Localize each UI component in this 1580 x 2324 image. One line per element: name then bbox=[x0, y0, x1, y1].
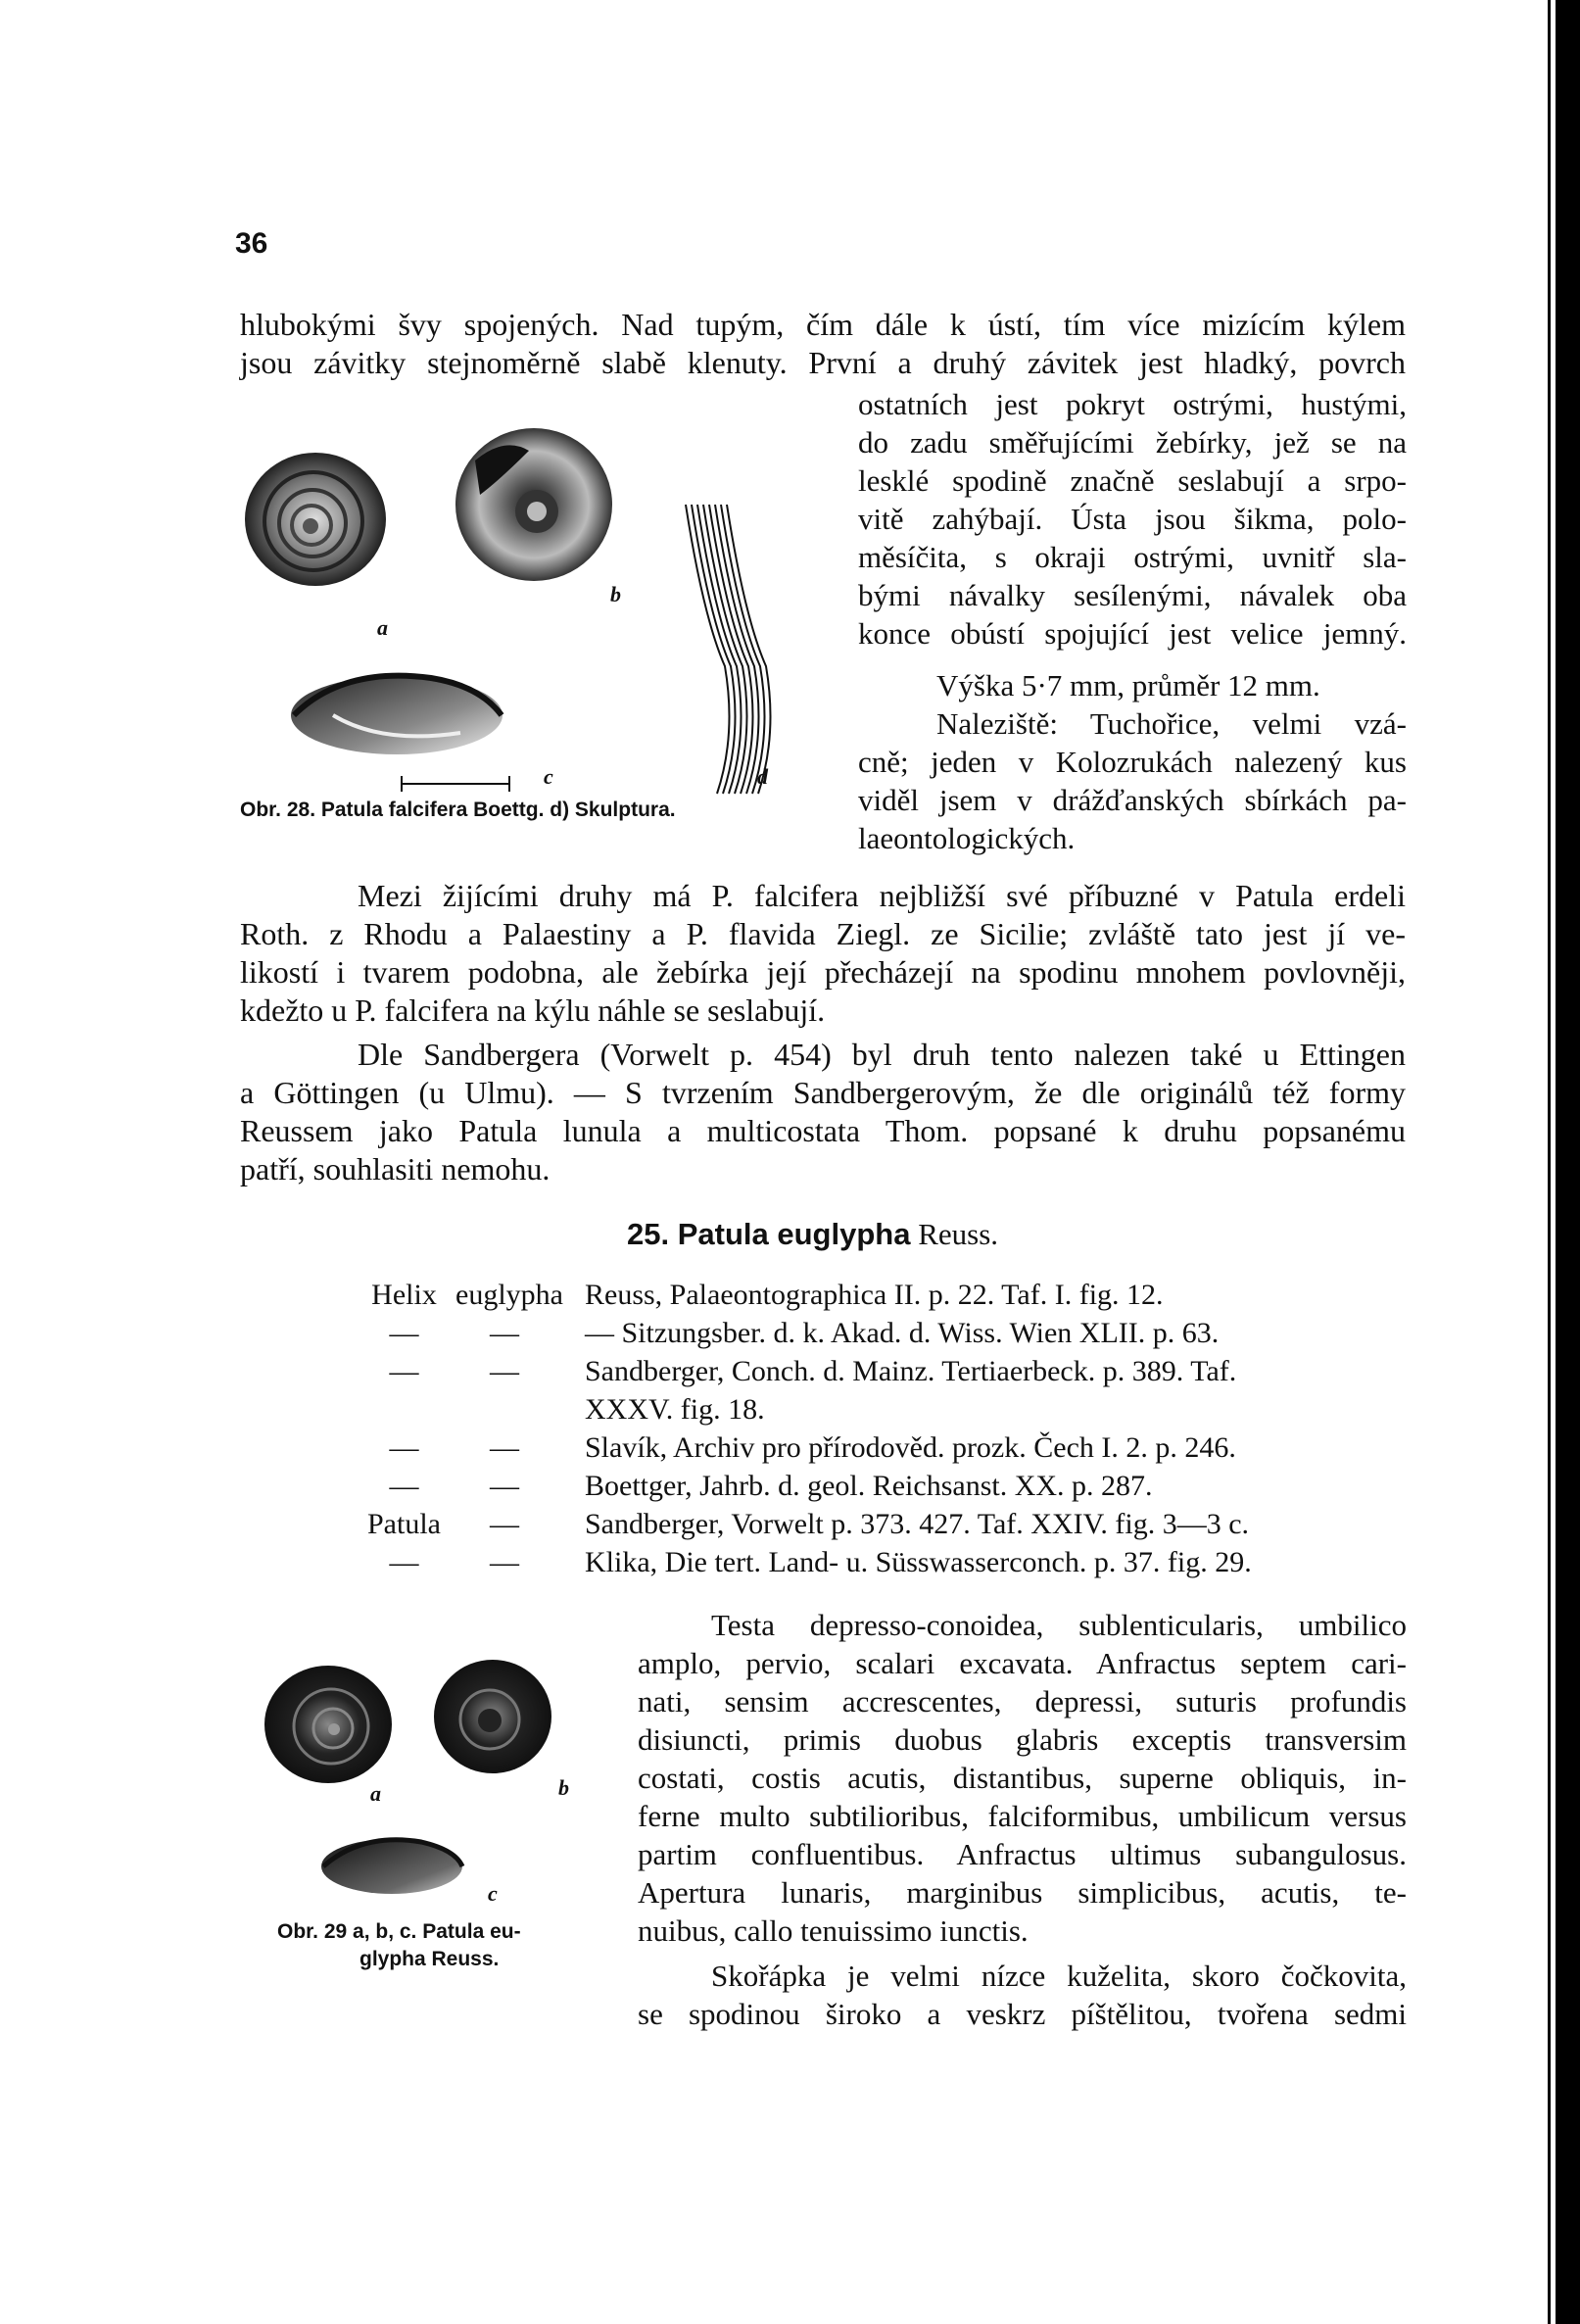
figure-29-caption-line1: Obr. 29 a, b, c. Patula eu- bbox=[277, 1920, 521, 1943]
text-line: Apertura lunaris, marginibus simplicibus, acutis, te- bbox=[638, 1875, 1407, 1910]
text-line: Testa depresso-conoidea, sublenticularis, umbilico bbox=[711, 1608, 1407, 1642]
shell-side-view bbox=[321, 1839, 462, 1894]
text-line: konce obústí spojující jest velice jemný. bbox=[858, 616, 1407, 651]
text-line: ostatních jest pokryt ostrými, hustými, bbox=[858, 387, 1407, 421]
figure-28-caption: Obr. 28. Patula falcifera Boettg. d) Skulptura. bbox=[240, 799, 676, 821]
comparison-paragraph bbox=[240, 877, 1406, 1030]
text-line: ferne multo subtilioribus, falciformibus, umbilicum versus bbox=[638, 1799, 1407, 1833]
shell-top-view bbox=[245, 453, 386, 586]
scale-bar bbox=[402, 776, 509, 792]
fig28-label-d: d bbox=[757, 764, 768, 789]
species-heading bbox=[627, 1217, 998, 1252]
text-line: lesklé spodině značně seslabují a srpo- bbox=[858, 463, 1407, 498]
text-line: disiuncti, primis duobus glabris exceptis transversim bbox=[638, 1722, 1407, 1757]
text-line: bými návalky sesílenými, návalek oba bbox=[858, 578, 1407, 612]
fig28-label-a: a bbox=[377, 615, 388, 640]
czech-description bbox=[638, 1957, 1407, 2033]
locality-paragraph bbox=[240, 1036, 1406, 1188]
text-line: Mezi žijícími druhy má P. falcifera nejbližší své příbuzné v Patula erdeli bbox=[358, 878, 1406, 913]
sculpture-detail bbox=[686, 505, 771, 794]
text-line: se spodinou široko a veskrz píštělitou, tvořena sedmi bbox=[638, 1997, 1407, 2031]
species-heading-title: 25. Patula euglypha bbox=[627, 1217, 911, 1251]
text-line: viděl jsem v drážďanských sbírkách pa- bbox=[858, 783, 1407, 817]
text-line: laeontologických. bbox=[858, 821, 1076, 855]
fig28-label-c: c bbox=[544, 764, 553, 789]
text-line: nati, sensim accrescentes, depressi, suturis profundis bbox=[638, 1684, 1407, 1719]
text-line: Reussem jako Patula lunula a multicostata Thom. popsané k druhu popsanému bbox=[240, 1113, 1406, 1148]
fig29-label-a: a bbox=[370, 1781, 381, 1806]
text-line: nuibus, callo tenuissimo iunctis. bbox=[638, 1913, 1029, 1948]
text-line: costati, costis acutis, distantibus, superne obliquis, in- bbox=[638, 1761, 1407, 1795]
text-line: likostí i tvarem podobna, ale žebírka její přecházejí na spodinu mnohem povlovněji, bbox=[240, 954, 1406, 990]
shell-side-view bbox=[291, 676, 503, 754]
fig29-label-c: c bbox=[488, 1881, 498, 1906]
size-line: Výška 5·7 mm, průměr 12 mm. bbox=[936, 668, 1320, 702]
text-line: měsíčita, s okraji ostrými, uvnitř sla- bbox=[858, 540, 1407, 574]
shell-top-view bbox=[264, 1666, 392, 1783]
figure-29-caption-line2: glypha Reuss. bbox=[359, 1948, 500, 1970]
text-line: partim confluentibus. Anfractus ultimus subangulosus. bbox=[638, 1837, 1407, 1871]
text-line: kdežto u P. falcifera na kýlu náhle se seslabují. bbox=[240, 993, 826, 1028]
text-line: Dle Sandbergera (Vorwelt p. 454) byl druh tento nalezen také u Ettingen bbox=[358, 1037, 1406, 1072]
synonymy-row: — — — Sitzungsber. d. k. Akad. d. Wiss. Wien XLII. p. 63. bbox=[389, 1317, 1220, 1349]
text-line: a Göttingen (u Ulmu). — S tvrzením Sandbergerovým, že dle originálů též formy bbox=[240, 1075, 1406, 1110]
synonymy-row: — — Klika, Die tert. Land- u. Süsswasserconch. p. 37. fig. 29. bbox=[389, 1546, 1252, 1578]
synonymy-row: Helix euglypha Reuss, Palaeontographica II. p. 22. Taf. I. fig. 12. bbox=[371, 1279, 1164, 1311]
locality-column bbox=[858, 704, 1407, 857]
page-edge-line bbox=[1548, 0, 1551, 2324]
page-number: 36 bbox=[235, 227, 268, 260]
text-line: Roth. z Rhodu a Palaestiny a P. flavida Ziegl. ze Sicilie; zvláště tato jest jí ve- bbox=[240, 916, 1406, 951]
text-line: do zadu směřujícími žebírky, jež se na bbox=[858, 425, 1407, 460]
fig28-label-b: b bbox=[610, 582, 621, 606]
text-line: Naleziště: Tuchořice, velmi vzá- bbox=[936, 706, 1407, 741]
text-line: hlubokými švy spojených. Nad tupým, čím dále k ústí, tím více mizícím kýlem bbox=[240, 307, 1406, 342]
text-line: cně; jeden v Kolozrukách nalezený kus bbox=[858, 745, 1407, 779]
fig29-label-b: b bbox=[558, 1775, 569, 1800]
synonymy-row: — — Boettger, Jahrb. d. geol. Reichsanst. XX. p. 287. bbox=[389, 1470, 1153, 1502]
page-edge-border bbox=[1556, 0, 1580, 2324]
text-line: vitě zahýbají. Ústa jsou šikma, polo- bbox=[858, 502, 1407, 536]
shell-bottom-view bbox=[455, 428, 612, 581]
size-line-block bbox=[936, 666, 1407, 704]
text-line: patří, souhlasiti nemohu. bbox=[240, 1151, 551, 1186]
species-heading-author: Reuss. bbox=[918, 1217, 999, 1251]
intro-paragraph bbox=[240, 306, 1406, 382]
synonymy-row: Patula — Sandberger, Vorwelt p. 373. 427. Taf. XXIV. fig. 3—3 c. bbox=[367, 1508, 1250, 1540]
text-line: Skořápka je velmi nízce kuželita, skoro čočkovita, bbox=[711, 1959, 1407, 1993]
figure-29 bbox=[245, 1656, 598, 1930]
description-column bbox=[858, 385, 1407, 653]
shell-bottom-view bbox=[434, 1660, 551, 1773]
synonymy-row: — — Sandberger, Conch. d. Mainz. Tertiaerbeck. p. 389. Taf. bbox=[389, 1355, 1237, 1387]
text-line: jsou závitky stejnoměrně slabě klenuty. První a druhý závitek jest hladký, povrch bbox=[240, 345, 1406, 380]
synonymy-list bbox=[358, 1279, 1406, 1584]
synonymy-row: XXXV. fig. 18. bbox=[585, 1393, 765, 1426]
synonymy-row: — — Slavík, Archiv pro přírodověd. prozk. Čech I. 2. p. 246. bbox=[389, 1431, 1236, 1464]
latin-description bbox=[638, 1606, 1407, 1950]
figure-28 bbox=[235, 421, 803, 813]
text-line: amplo, pervio, scalari excavata. Anfractus septem cari- bbox=[638, 1646, 1407, 1680]
